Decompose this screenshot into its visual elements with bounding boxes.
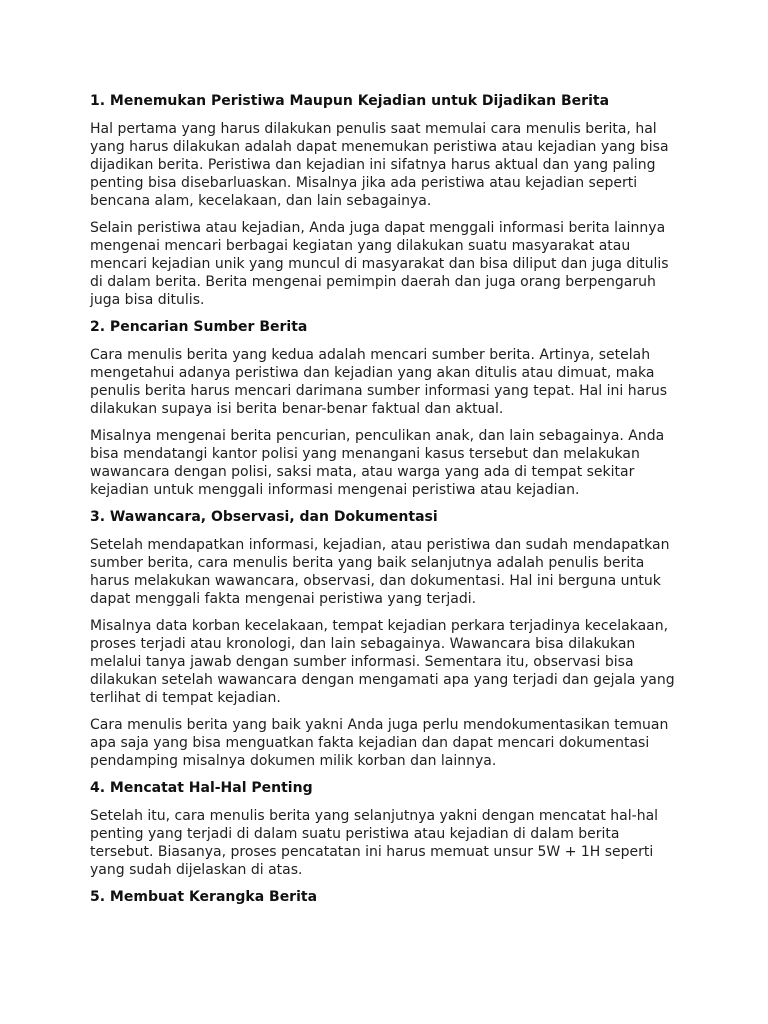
section-heading: 1. Menemukan Peristiwa Maupun Kejadian untuk Dijadikan Berita — [90, 93, 610, 109]
body-paragraph: Misalnya data korban kecelakaan, tempat kejadian perkara terjadinya kecelakaan, proses terjadi atau kronologi, dan lain sebagainya. Wawancara bisa dilakukan melalui tanya jawab dengan sumber informasi. Sementara itu, observasi bisa dilakukan setelah wawancara dengan mengamati apa yang terjadi dan gejala yang terlihat di tempat kejadian. — [90, 618, 675, 706]
body-paragraph: Setelah itu, cara menulis berita yang selanjutnya yakni dengan mencatat hal-hal penting yang terjadi di dalam suatu peristiwa atau kejadian di dalam berita tersebut. Biasanya, proses pencatatan ini harus memuat unsur 5W + 1H seperti yang sudah dijelaskan di atas. — [90, 808, 659, 878]
body-paragraph: Selain peristiwa atau kejadian, Anda juga dapat menggali informasi berita lainnya mengenai mencari berbagai kegiatan yang dilakukan suatu masyarakat atau mencari kejadian unik yang muncul di masyarakat dan bisa diliput dan juga ditulis di dalam berita. Berita mengenai pemimpin daerah dan juga orang berpengaruh juga bisa ditulis. — [90, 220, 669, 308]
document-page — [90, 92, 680, 916]
section-heading: 5. Membuat Kerangka Berita — [90, 889, 318, 905]
body-paragraph: Cara menulis berita yang kedua adalah mencari sumber berita. Artinya, setelah mengetahui adanya peristiwa dan kejadian yang akan ditulis atau dimuat, maka penulis berita harus mencari darimana sumber informasi yang tepat. Hal ini harus dilakukan supaya isi berita benar-benar faktual dan aktual. — [90, 347, 668, 417]
body-paragraph: Setelah mendapatkan informasi, kejadian, atau peristiwa dan sudah mendapatkan sumber berita, cara menulis berita yang baik selanjutnya adalah penulis berita harus melakukan wawancara, observasi, dan dokumentasi. Hal ini berguna untuk dapat menggali fakta mengenai peristiwa yang terjadi. — [90, 537, 670, 607]
body-paragraph: Misalnya mengenai berita pencurian, penculikan anak, dan lain sebagainya. Anda bisa mendatangi kantor polisi yang menangani kasus tersebut dan melakukan wawancara dengan polisi, saksi mata, atau warga yang ada di tempat sekitar kejadian untuk menggali informasi mengenai peristiwa atau kejadian. — [90, 428, 665, 498]
body-paragraph: Cara menulis berita yang baik yakni Anda juga perlu mendokumentasikan temuan apa saja yang bisa menguatkan fakta kejadian dan dapat mencari dokumentasi pendamping misalnya dokumen milik korban dan lainnya. — [90, 717, 669, 769]
section-heading: 4. Mencatat Hal-Hal Penting — [90, 780, 313, 796]
body-paragraph: Hal pertama yang harus dilakukan penulis saat memulai cara menulis berita, hal yang harus dilakukan adalah dapat menemukan peristiwa atau kejadian yang bisa dijadikan berita. Peristiwa dan kejadian ini sifatnya harus aktual dan yang paling penting bisa disebarluaskan. Misalnya jika ada peristiwa atau kejadian seperti bencana alam, kecelakaan, dan lain sebagainya. — [90, 121, 669, 209]
section-heading: 3. Wawancara, Observasi, dan Dokumentasi — [90, 509, 438, 525]
section-heading: 2. Pencarian Sumber Berita — [90, 319, 308, 335]
